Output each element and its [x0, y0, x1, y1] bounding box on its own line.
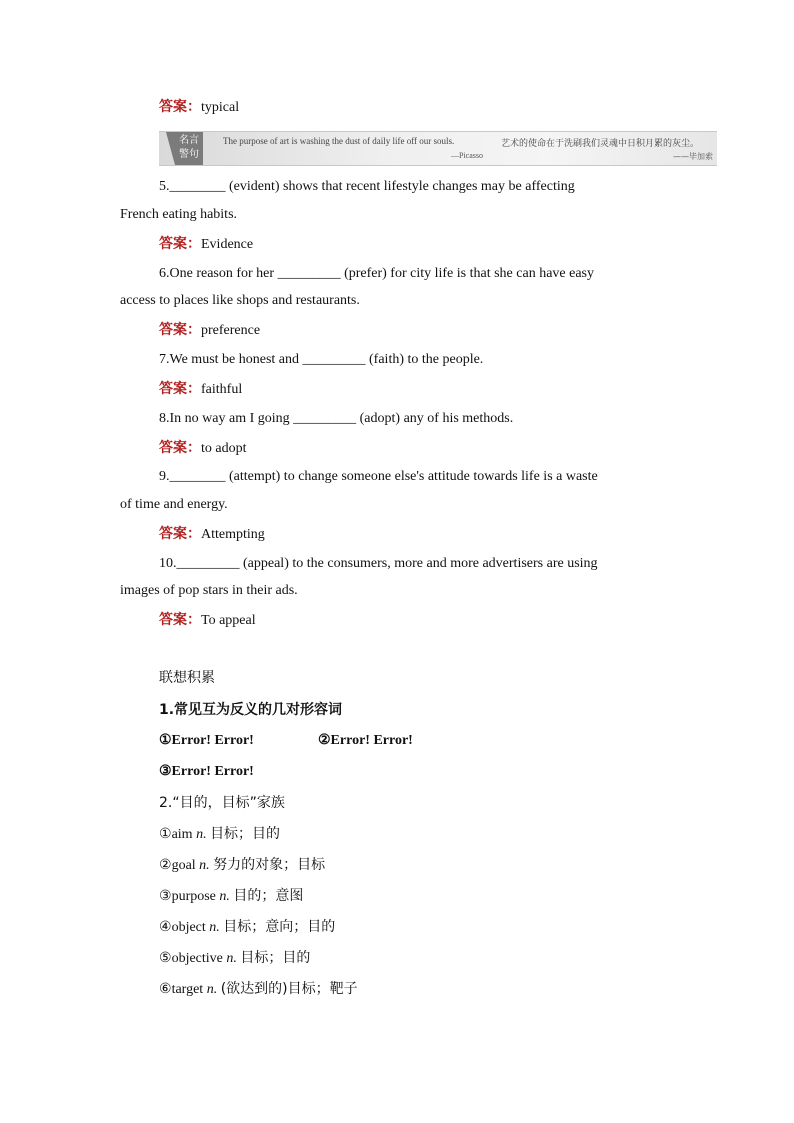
item-pos: n.: [206, 982, 218, 997]
word-item: [159, 824, 280, 845]
question-10-line1: 10._________ (appeal) to the consumers, more and more advertisers are using: [159, 556, 598, 571]
item-meaning: 努力的对象；目标: [213, 857, 326, 873]
answer-text: preference: [201, 323, 261, 338]
answer-text: faithful: [201, 382, 243, 397]
item-pos: n.: [196, 827, 207, 842]
question-7-answer: [159, 379, 242, 400]
item-word: purpose: [171, 889, 216, 904]
item-pos: n.: [226, 951, 237, 966]
item-word: object: [171, 920, 206, 935]
purpose-family-title: 2.“目的，目标”家族: [159, 795, 285, 811]
answer-label: 答案：: [159, 322, 201, 338]
question-10-line2: images of pop stars in their ads.: [120, 583, 298, 598]
item-number: ③: [159, 889, 172, 904]
question-5-answer: [159, 234, 253, 255]
question-6-line1: 6.One reason for her _________ (prefer) for city life is that she can have easy: [159, 266, 594, 281]
quote-english: The purpose of art is washing the dust of daily life off our souls.: [223, 136, 455, 146]
quote-english-source: —Picasso: [451, 151, 483, 160]
quote-chinese: 艺术的使命在于洗刷我们灵魂中日积月累的灰尘。: [501, 139, 700, 149]
antonym-row-1b: ②Error! Error!: [318, 733, 413, 748]
item-meaning: 目标；意向；目的: [223, 919, 336, 935]
item-meaning: 目标；目的: [240, 950, 311, 966]
question-9-answer: [159, 524, 265, 545]
answer-label: 答案：: [159, 526, 201, 542]
item-word: objective: [171, 951, 223, 966]
antonym-row-2: ③Error! Error!: [159, 764, 254, 779]
item-number: ①: [159, 827, 172, 842]
item-word: target: [171, 982, 204, 997]
question-9-line2: of time and energy.: [120, 497, 228, 512]
question-6-answer: [159, 320, 260, 341]
answer-label: 答案：: [159, 612, 201, 628]
quote-tag: 名言警句: [175, 132, 203, 165]
item-pos: n.: [209, 920, 220, 935]
question-8-line1: 8.In no way am I going _________ (adopt) any of his methods.: [159, 411, 514, 426]
item-word: goal: [171, 858, 196, 873]
antonym-title: 1.常见互为反义的几对形容词: [159, 702, 343, 718]
section-heading: 联想积累: [159, 670, 215, 686]
answer-text: To appeal: [201, 613, 256, 628]
answer-label: 答案：: [159, 381, 201, 397]
word-item: [159, 948, 310, 969]
word-item: [159, 855, 325, 876]
word-item: [159, 979, 358, 1000]
item-word: aim: [171, 827, 193, 842]
item-meaning: 目标；目的: [210, 826, 281, 842]
item-number: ⑤: [159, 951, 172, 966]
answer-label: 答案：: [159, 99, 201, 115]
item-meaning: (欲达到的)目标；靶子: [220, 981, 358, 997]
quote-chinese-source: ——毕加索: [673, 152, 713, 161]
item-pos: n.: [199, 858, 210, 873]
item-pos: n.: [219, 889, 230, 904]
question-6-line2: access to places like shops and restaurants.: [120, 293, 360, 308]
word-item: [159, 917, 335, 938]
quote-banner: [159, 131, 717, 166]
answer-text: typical: [201, 100, 240, 115]
answer-text: Attempting: [201, 527, 265, 542]
item-number: ②: [159, 858, 172, 873]
answer-line: [159, 97, 239, 118]
question-7-line1: 7.We must be honest and _________ (faith) to the people.: [159, 352, 484, 367]
antonym-row-1a: ①Error! Error!: [159, 733, 254, 748]
answer-text: Evidence: [201, 237, 254, 252]
word-item: [159, 886, 303, 907]
question-5-line2: French eating habits.: [120, 207, 238, 222]
item-meaning: 目的；意图: [233, 888, 304, 904]
question-5-line1: 5.________ (evident) shows that recent lifestyle changes may be affecting: [159, 179, 575, 194]
item-number: ④: [159, 920, 172, 935]
answer-label: 答案：: [159, 440, 201, 456]
answer-text: to adopt: [201, 441, 247, 456]
answer-label: 答案：: [159, 236, 201, 252]
item-number: ⑥: [159, 982, 172, 997]
question-8-answer: [159, 438, 247, 459]
question-10-answer: [159, 610, 256, 631]
question-9-line1: 9.________ (attempt) to change someone else's attitude towards life is a waste: [159, 469, 598, 484]
